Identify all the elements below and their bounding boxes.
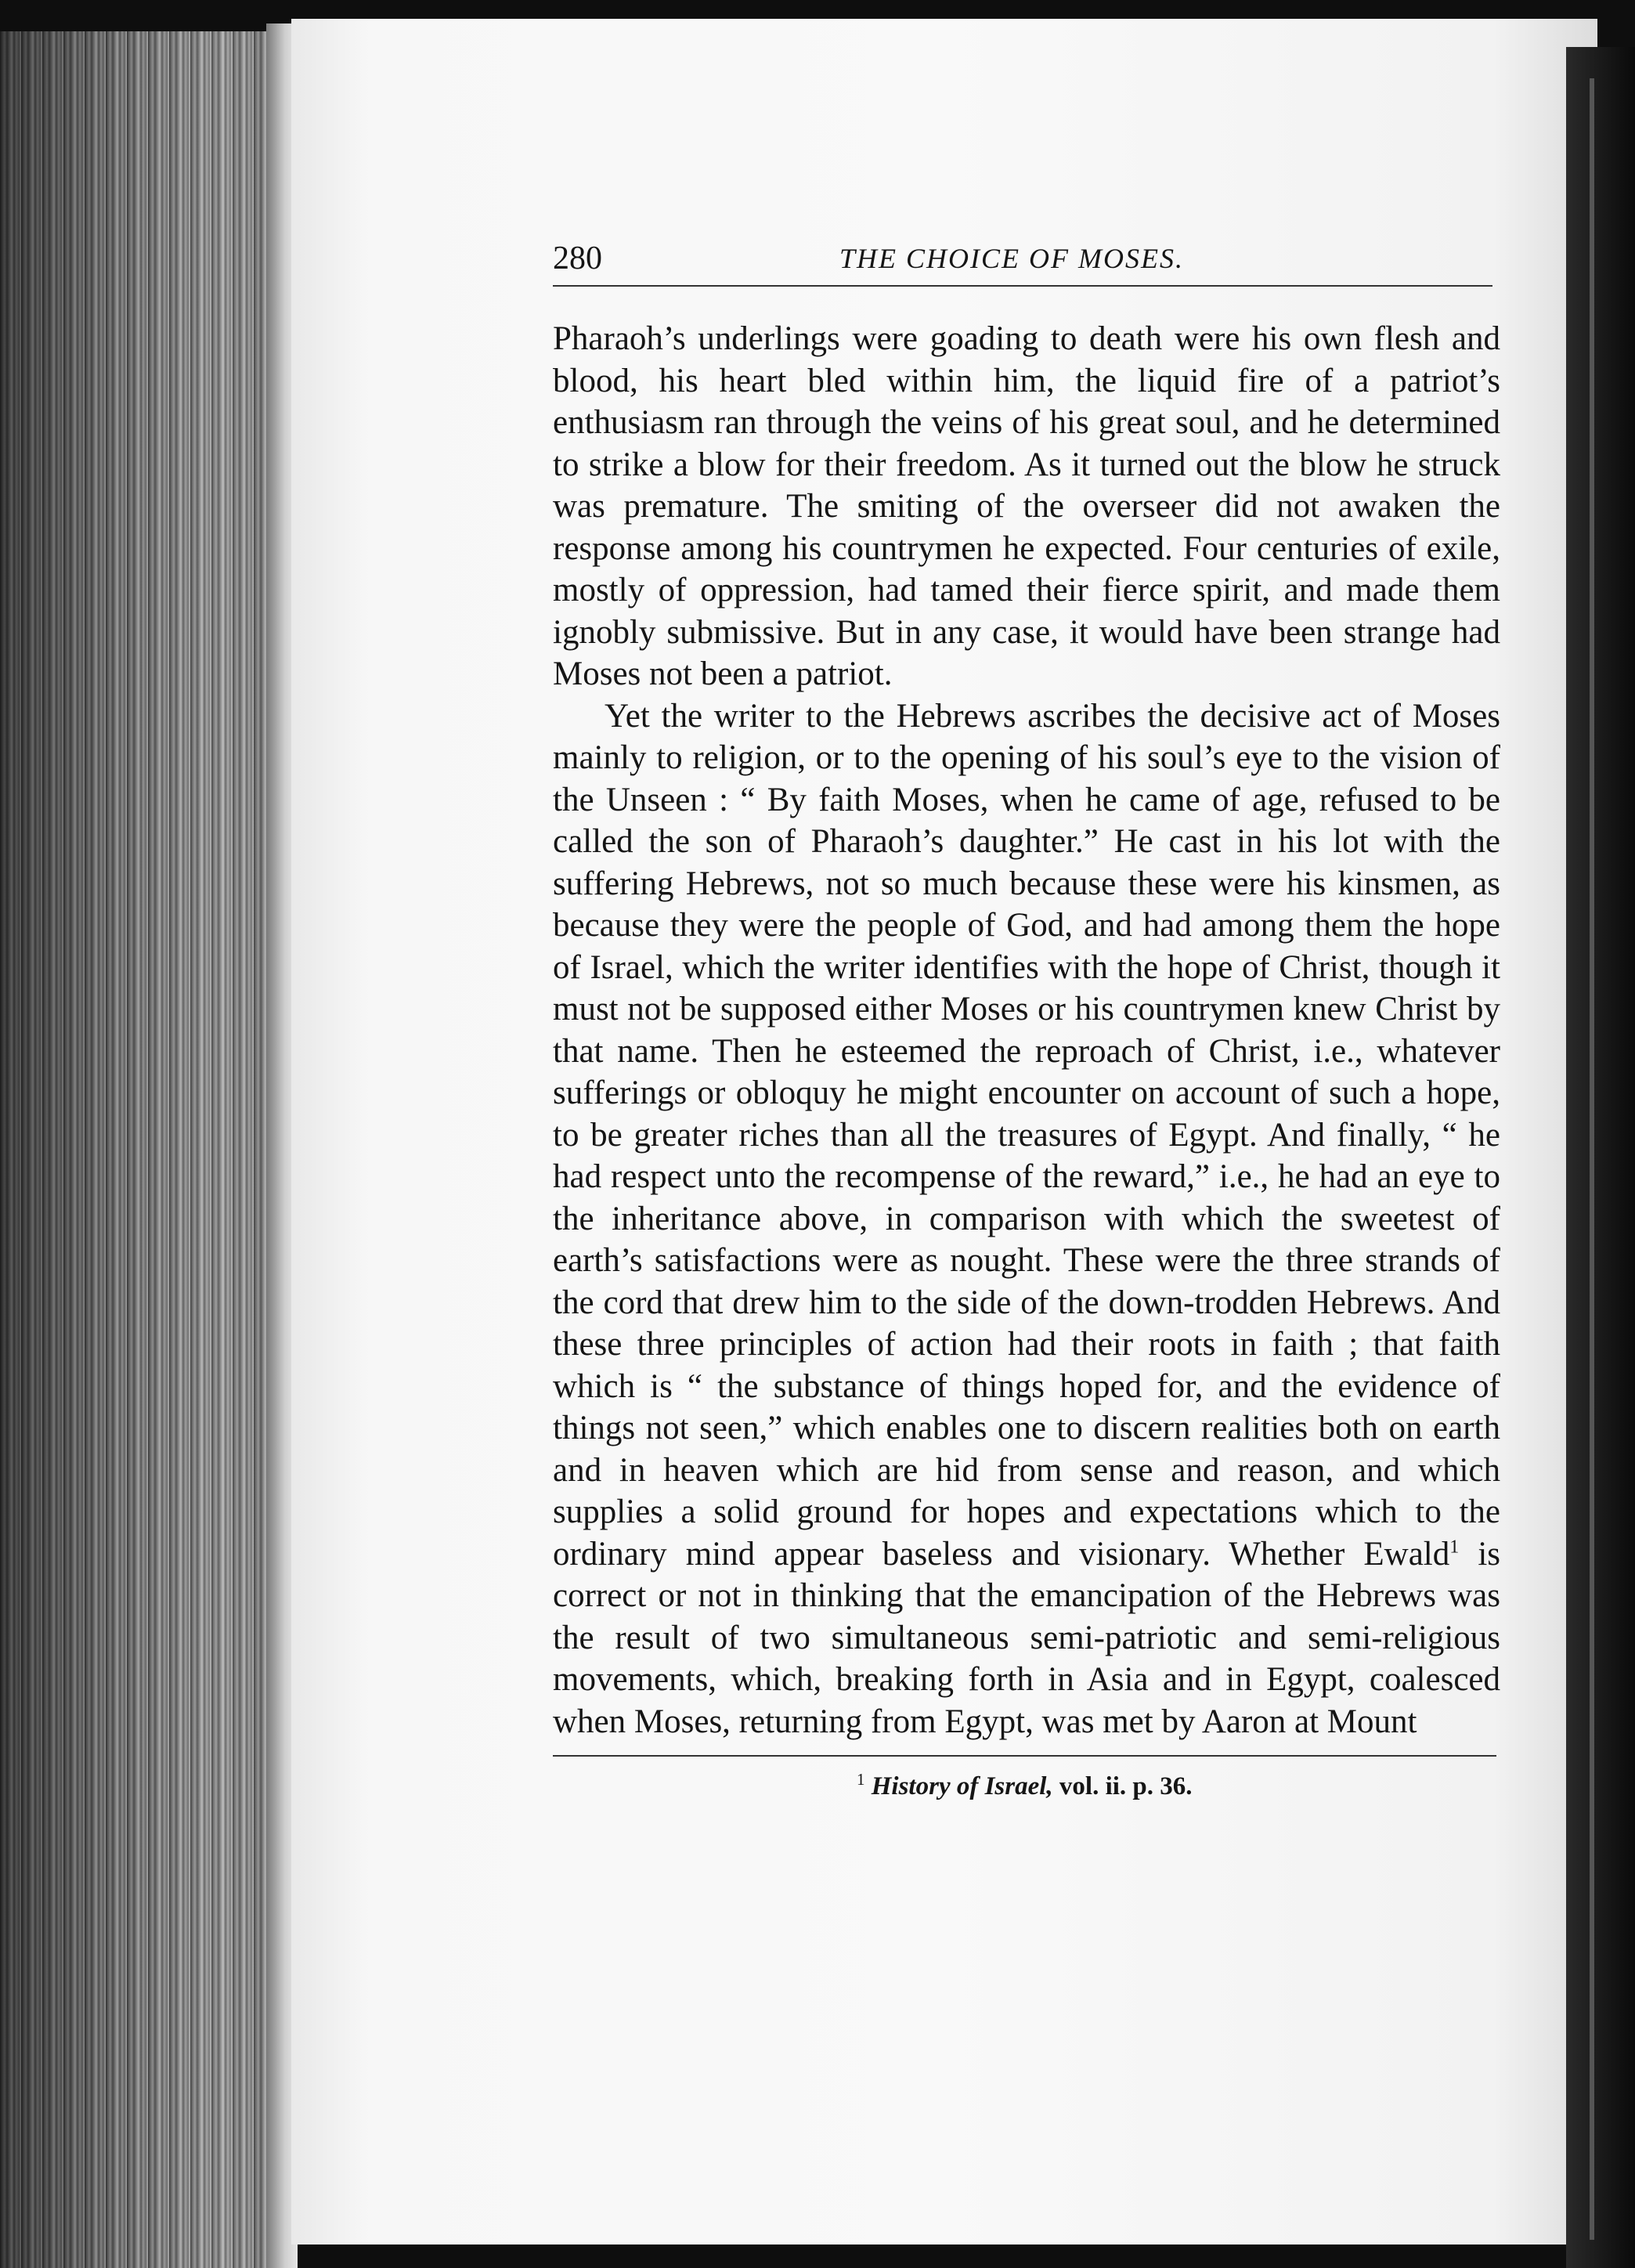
footnote-marker: 1 (857, 1770, 865, 1789)
running-title: THE CHOICE OF MOSES. (839, 243, 1184, 274)
paragraph-2 (553, 695, 1500, 1743)
right-page-edge (1590, 78, 1594, 2240)
running-head (553, 235, 1508, 282)
footnote-title: History of Israel, (871, 1772, 1053, 1800)
footnote-rule (553, 1755, 1496, 1757)
footnote-location: vol. ii. p. 36. (1052, 1772, 1193, 1800)
body-text (553, 318, 1500, 1743)
paragraph-2-part-2: is correct or not in thinking that the emancipation of the Hebrews was the result of two simultaneous semi-patriotic and semi-religious movements, which, breaking forth in Asia and in Egypt, coalesced when Moses, returning from Egypt, was met by Aaron at Mount (553, 1535, 1501, 1740)
text-block (553, 235, 1508, 1802)
footnote (857, 1771, 1508, 1802)
paragraph-2-part-1: Yet the writer to the Hebrews ascribes the decisive act of Moses mainly to religion, or to the opening of his soul’s eye to the vision of the Unseen : “ By faith Moses, when he came of age, refused to be called the son of Pharaoh’s daughter.” He cast in his lot with the suffering Hebrews, not so much because these were his kinsmen, as because they were the people of God, and had among them the hope of Israel, which the writer identifies with the hope of Christ, though it must not be supposed either Moses or his countrymen knew Christ by that name. Then he esteemed the reproach of Christ, i.e., whatever sufferings or obloquy he might encounter on account of such a hope, to be greater riches than all the treasures of Egypt. And finally, “ he had respect unto the recompense of the reward,” i.e., he had an eye to the inheritance above, in comparison with which the sweetest of earth’s satisfactions were as nought. These were the three strands of the cord that drew him to the side of the down-trodden Hebrews. And these three principles of action had their roots in faith ; that faith which is “ the substance of things hoped for, and the evidence of things not seen,” which enables one to discern realities both on earth and in heaven which are hid from sense and reason, and which supplies a solid ground for hopes and expectations which to the ordinary mind appear baseless and visionary. Whether Ewald (553, 697, 1500, 1573)
footnote-reference: 1 (1449, 1537, 1460, 1558)
right-page-shadow (1566, 47, 1635, 2268)
page-number: 280 (553, 240, 602, 276)
paragraph-1: Pharaoh’s underlings were goading to death were his own flesh and blood, his heart bled within him, the liquid fire of a patriot’s enthusiasm ran through the veins of his great soul, and he determined to strike a blow for their freedom. As it turned out the blow he struck was premature. The smiting of the overseer did not awaken the response among his countrymen he expected. Four centuries of exile, mostly of oppression, had tamed their fierce spirit, and made them ignobly submissive. But in any case, it would have been strange had Moses not been a patriot. (553, 320, 1500, 692)
stacked-page-edges (0, 31, 298, 2268)
header-rule (553, 285, 1492, 287)
